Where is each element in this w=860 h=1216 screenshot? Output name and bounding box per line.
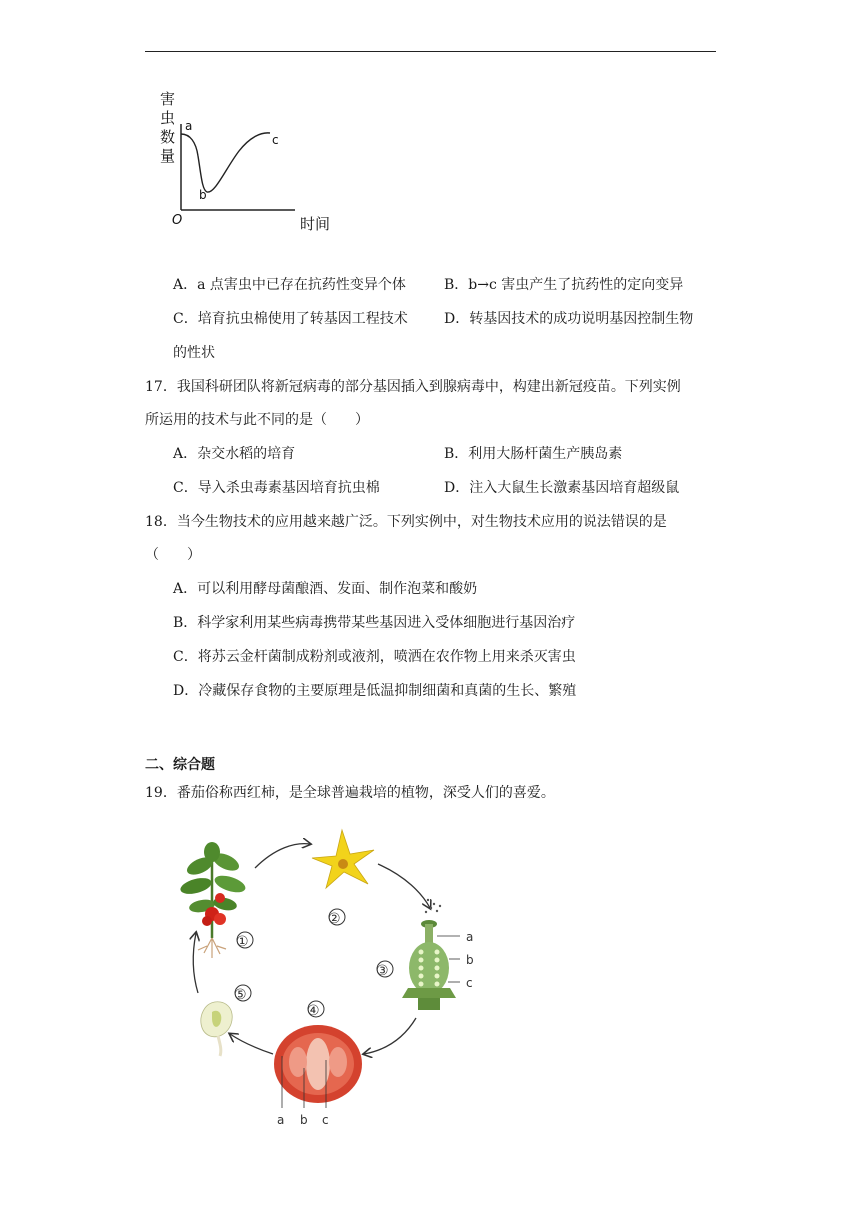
stage-2-label: ②	[328, 911, 341, 927]
graph-point-b: b	[199, 188, 207, 202]
q16-option-b[interactable]: B．b→c 害虫产生了抗药性的定向变异	[444, 277, 684, 293]
arrow-seed-to-plant	[193, 933, 198, 993]
fruit-label-c: c	[322, 1113, 329, 1127]
arrow-pistil-to-fruit	[364, 1018, 416, 1054]
pistil-label-a: a	[466, 930, 474, 944]
q18-stem-line2: （ ）	[145, 547, 201, 563]
graph-curve	[181, 133, 270, 192]
stage-4-label: ④	[307, 1003, 320, 1019]
header-rule	[145, 51, 716, 52]
q17-option-b[interactable]: B．利用大肠杆菌生产胰岛素	[444, 446, 623, 462]
fruit-label-a: a	[277, 1113, 285, 1127]
q16-option-d-cont: 的性状	[173, 345, 215, 361]
germinating-seed-illustration	[201, 1002, 232, 1056]
arrow-fruit-to-seed	[230, 1034, 273, 1054]
stage-3-label: ③	[376, 963, 389, 979]
fruit-label-b: b	[300, 1113, 308, 1127]
graph-point-a: a	[185, 119, 193, 133]
tomato-flower-illustration	[312, 830, 374, 888]
q17-stem-line2: 所运用的技术与此不同的是（ ）	[145, 412, 369, 428]
pest-population-graph	[152, 86, 352, 238]
pistil-illustration	[402, 920, 456, 1010]
pistil-label-c: c	[466, 976, 473, 990]
graph-xlabel: 时间	[300, 215, 331, 233]
q17-stem-line1: 17．我国科研团队将新冠病毒的部分基因插入到腺病毒中，构建出新冠疫苗。下列实例	[145, 379, 681, 395]
graph-origin: O	[172, 213, 183, 228]
graph-point-c: c	[272, 133, 279, 147]
q17-option-c[interactable]: C．导入杀虫毒素基因培育抗虫棉	[173, 480, 380, 496]
q18-stem-line1: 18．当今生物技术的应用越来越广泛。下列实例中，对生物技术应用的说法错误的是	[145, 514, 667, 530]
tomato-fruit-cross-section	[274, 1025, 362, 1103]
stage-1-label: ①	[236, 934, 249, 950]
q17-option-d[interactable]: D．注入大鼠生长激素基因培育超级鼠	[444, 480, 680, 496]
arrow-flower-to-pistil	[378, 864, 430, 908]
stage-5-label: ⑤	[234, 987, 247, 1003]
arrow-plant-to-flower	[255, 844, 310, 868]
graph-ylabel-4: 量	[160, 147, 176, 165]
q18-option-c[interactable]: C．将苏云金杆菌制成粉剂或液剂，喷洒在农作物上用来杀灭害虫	[173, 649, 576, 665]
q16-option-c[interactable]: C．培育抗虫棉使用了转基因工程技术	[173, 311, 408, 327]
q18-option-b[interactable]: B．科学家利用某些病毒携带某些基因进入受体细胞进行基因治疗	[173, 615, 576, 631]
q18-option-d[interactable]: D．冷藏保存食物的主要原理是低温抑制细菌和真菌的生长、繁殖	[173, 683, 577, 699]
graph-ylabel-1: 害	[160, 90, 176, 108]
q16-option-d[interactable]: D．转基因技术的成功说明基因控制生物	[444, 311, 694, 327]
section-title: 二、综合题	[145, 757, 215, 773]
q18-option-a[interactable]: A．可以利用酵母菌酿酒、发面、制作泡菜和酸奶	[173, 581, 478, 597]
q19-stem: 19．番茄俗称西红柿，是全球普遍栽培的植物，深受人们的喜爱。	[145, 785, 555, 801]
graph-ylabel-3: 数	[160, 128, 176, 146]
pollen-dots	[425, 899, 441, 913]
q17-option-a[interactable]: A．杂交水稻的培育	[173, 446, 296, 462]
tomato-life-cycle-diagram	[160, 828, 500, 1133]
q16-option-a[interactable]: A．a 点害虫中已存在抗药性变异个体	[173, 277, 406, 293]
graph-ylabel-2: 虫	[160, 109, 176, 127]
pistil-label-b: b	[466, 953, 474, 967]
